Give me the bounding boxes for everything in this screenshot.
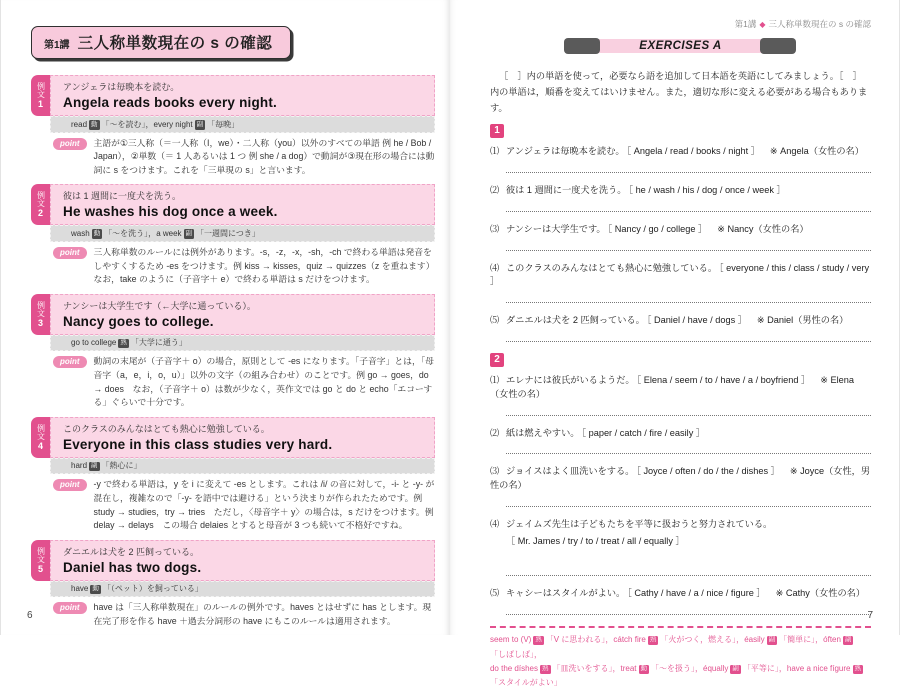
vocab-word: a week	[156, 228, 182, 238]
example-sentence-box	[50, 294, 435, 335]
vocab-word: óften	[823, 635, 841, 645]
vocab-strip	[50, 116, 435, 133]
vocab-def: 「V に思われる」，	[545, 635, 614, 645]
item-word-bank: ［ Cathy / have / a / nice / figure ］	[627, 588, 766, 599]
point-badge: point	[53, 602, 87, 614]
exercise-item	[490, 262, 871, 304]
item-word-bank: ［ Joyce / often / do / the / dishes ］	[636, 466, 780, 477]
point-text: 主語が①三人称（＝一人称（I，we）・二人称（you）以外のすべての単語 例 he / Bob / Japan），②単数（＝ 1 人あるいは 1 つ 例 she / a dog）で動詞が③現在形の場合には動詞に s をつけます。これを「三単現の s」と言います。	[93, 137, 435, 175]
item-note: ※ Joyce（女性，男性の名）	[489, 466, 871, 491]
example-english: Everyone in this class studies very hard.	[63, 436, 333, 452]
vocab-word: équally	[703, 664, 729, 674]
page-title-text: 三人称単数現在の s の確認	[77, 35, 273, 52]
example-tab	[31, 294, 50, 335]
right-page	[450, 0, 899, 688]
pos-tag: 副	[185, 229, 193, 237]
pos-tag: 副	[732, 665, 739, 673]
item-number: ⑶	[489, 466, 500, 477]
point-badge: point	[53, 479, 87, 491]
vocab-def: 「一週間につき」	[196, 228, 260, 238]
exercise-item	[490, 145, 871, 173]
point-text: 三人称単数のルールには例外があります。-s，-z，-x，-sh，-ch で終わる単語は発音をしやすくするため -es をつけます。例 kiss → kisses，quiz → quizzes（z を重ねます） なお，take のように（子音字＋ e）で終わる単語は s だけをつけます。	[93, 246, 439, 285]
item-japanese: 紙は燃えやすい。	[505, 427, 580, 438]
point-row	[53, 246, 439, 287]
vocab-word: read	[71, 119, 88, 129]
item-japanese: ジェイムズ先生は子どもたちを平等に扱おうと努力されている。	[505, 519, 773, 530]
example-tab-number: 3	[37, 317, 43, 328]
item-japanese: ジョイスはよく皿洗いをする。	[505, 466, 635, 477]
example-english: Nancy goes to college.	[63, 313, 214, 329]
item-number: ⑶	[489, 223, 500, 234]
vocab-footer	[490, 626, 871, 691]
item-note: ※ Daniel（男性の名）	[756, 315, 849, 326]
running-head-chapter: 第1講	[734, 19, 757, 29]
page-title	[31, 26, 291, 59]
pos-tag: 副	[844, 636, 852, 644]
diamond-icon: ◆	[759, 20, 766, 29]
item-number: ⑵	[489, 427, 500, 438]
page-number-right: 7	[867, 610, 873, 621]
exercise-item	[490, 587, 871, 615]
item-number: ⑵	[489, 185, 500, 196]
exercise-item	[490, 427, 871, 455]
item-japanese: キャシーはスタイルがよい。	[505, 588, 626, 599]
vocab-strip	[50, 225, 435, 242]
item-word-bank: ［ Nancy / go / college ］	[607, 223, 708, 234]
example-english: He washes his dog once a week.	[63, 204, 278, 220]
item-japanese: このクラスのみんなはとても熱心に勉強している。	[505, 262, 718, 273]
example-tab-number: 5	[37, 563, 43, 574]
vocab-def: 「〜を読む」，	[101, 119, 154, 129]
item-japanese: ナンシーは大学生です。	[505, 223, 606, 234]
vocab-def: 「毎晩」	[207, 119, 240, 129]
pos-tag: 動	[93, 229, 101, 237]
item-note: ※ Angela（女性の名）	[769, 146, 864, 157]
item-word-bank: ［ Daniel / have / dogs ］	[646, 315, 747, 326]
vocab-footer-line-2	[490, 662, 871, 691]
pos-tag: 副	[768, 636, 776, 644]
left-page	[1, 0, 450, 635]
vocab-def: 「（ペット）を飼っている」	[102, 584, 203, 594]
example-tab-number: 4	[37, 440, 43, 451]
vocab-def: 「しばしば」，	[489, 649, 542, 659]
item-japanese: エレナには彼氏がいるようだ。	[505, 375, 635, 386]
point-badge: point	[53, 247, 87, 259]
item-word-bank: ［ everyone / this / class / study / very ］	[489, 262, 870, 287]
example-tab-label: 例文	[36, 423, 46, 440]
answer-line	[506, 415, 871, 416]
example-tab	[31, 75, 50, 116]
example-tab	[31, 540, 50, 581]
answer-line	[506, 211, 871, 212]
answer-line	[506, 341, 871, 342]
answer-line	[506, 506, 871, 507]
point-row	[53, 137, 435, 178]
answer-line	[506, 172, 871, 173]
vocab-strip	[50, 458, 435, 475]
vocab-word: wash	[71, 228, 90, 238]
answer-line	[506, 614, 871, 615]
point-row	[53, 478, 435, 533]
item-word-bank: ［ paper / catch / fire / easily ］	[581, 427, 706, 438]
item-number: ⑸	[489, 315, 500, 326]
item-number: ⑴	[489, 375, 500, 386]
exercise-item	[490, 184, 871, 212]
example-japanese: ナンシーは大学生です（←大学に通っている）。	[63, 300, 256, 311]
example-tab-number: 2	[37, 208, 43, 219]
example-japanese: 彼は 1 週間に一度犬を洗う。	[63, 191, 182, 202]
item-japanese: 彼は 1 週間に一度犬を洗う。	[505, 185, 627, 196]
item-japanese: ダニエルは犬を 2 匹飼っている。	[505, 315, 645, 326]
vocab-word: every night	[153, 119, 193, 129]
vocab-def: 「熱心に」	[101, 461, 142, 471]
running-head	[490, 18, 871, 30]
example-sentence-box	[50, 540, 435, 581]
example-block-5	[31, 540, 435, 629]
point-badge: point	[53, 138, 87, 150]
chapter-label: 第1講	[44, 40, 70, 51]
pos-tag: 副	[196, 120, 204, 128]
example-sentence-box	[50, 417, 435, 458]
vocab-word: cátch fire	[613, 635, 646, 645]
item-number: ⑷	[489, 262, 500, 273]
vocab-word: have	[71, 584, 89, 594]
page-number-left: 6	[27, 610, 33, 621]
example-tab-label: 例文	[36, 300, 46, 317]
pos-tag: 熟	[649, 636, 657, 644]
pos-tag: 副	[91, 462, 98, 470]
vocab-def: 「大学に通う」	[130, 338, 187, 348]
item-number: ⑸	[489, 588, 500, 599]
pos-tag: 動	[92, 585, 99, 593]
exercise-item	[490, 374, 871, 416]
pos-tag: 動	[91, 120, 98, 128]
vocab-word: éasily	[744, 635, 765, 645]
item-number: ⑷	[489, 519, 500, 530]
vocab-strip	[50, 581, 435, 598]
point-badge: point	[53, 356, 87, 368]
example-block-4	[31, 417, 435, 533]
answer-line	[506, 250, 871, 251]
item-word-bank: ［ he / wash / his / dog / once / week ］	[628, 185, 786, 196]
example-tab-label: 例文	[36, 191, 46, 208]
example-block-2	[31, 184, 439, 286]
example-japanese: ダニエルは犬を 2 匹飼っている。	[63, 546, 200, 557]
item-word-bank: ［ Elena / seem / to / have / a / boyfriend ］	[636, 375, 811, 386]
vocab-word: seem to (V)	[489, 635, 532, 645]
example-sentence-box	[50, 75, 435, 116]
point-row	[53, 355, 435, 410]
section-badge-2: 2	[490, 353, 504, 367]
vocab-strip	[50, 335, 435, 352]
running-head-title: 三人称単数現在の s の確認	[768, 19, 871, 29]
answer-line	[506, 453, 871, 454]
section-badge-1: 1	[490, 124, 504, 138]
pos-tag: 動	[640, 665, 648, 673]
item-number: ⑴	[489, 146, 500, 157]
vocab-def: 「皿洗いをする」，	[552, 664, 621, 674]
exercises-banner	[564, 38, 796, 54]
example-english: Daniel has two dogs.	[63, 559, 202, 575]
example-tab	[31, 184, 50, 225]
answer-line	[506, 302, 871, 303]
vocab-word: treat	[620, 664, 637, 674]
vocab-def: 「〜を扱う」，	[651, 664, 704, 674]
exercises-banner-label: EXERCISES A	[639, 40, 722, 52]
vocab-word: have a nice fígure	[786, 664, 851, 674]
point-text: have は「三人称単数現在」のルールの例外です。haves とはせずに has とします。現在完了形を作る have ＋過去分詞形の have にもこのルールは適用されます。	[93, 602, 432, 626]
example-tab-number: 1	[37, 99, 43, 109]
pos-tag: 熟	[542, 665, 549, 673]
example-tab	[31, 417, 50, 458]
exercise-instructions: ［ ］内の単語を使って，必要なら語を追加して日本語を英語にしてみましょう。［ ］内の単語は，順番を変えてはいけません。また，適切な形に変える必要がある場合もあります。	[489, 71, 868, 114]
pos-tag: 熟	[535, 636, 542, 644]
vocab-def: 「スタイルがよい」	[489, 678, 562, 688]
example-english: Angela reads books every night.	[63, 95, 278, 110]
item-note: ※ Nancy（女性の名）	[717, 223, 809, 234]
example-tab-label: 例文	[36, 546, 46, 563]
exercise-item	[490, 465, 871, 507]
vocab-def: 「〜を洗う」，	[104, 228, 157, 238]
vocab-word: go to college	[71, 338, 117, 348]
vocab-word: hard	[71, 461, 88, 471]
item-word-bank: ［ Mr. James / try / to / treat / all / equally ］	[505, 535, 685, 546]
point-text: -y で終わる単語は，y を i に変えて -es とします。これは /i/ の音に対して，-i- と -y- が混在し，複雑なので「-y- を語中では避ける」という決まりが作られたためです。例 study → studies，try → tries ただし，〈母音字＋ y〉の場合は，s だけをつけます。例 delay → delays この場合 delaies とすると母音が 3 つも続いて不格好ですね。	[93, 479, 435, 531]
pos-tag: 熟	[120, 339, 127, 347]
exercise-item	[490, 314, 871, 342]
vocab-footer-line-1	[490, 633, 871, 662]
pos-tag: 熟	[854, 665, 861, 673]
answer-line	[506, 575, 871, 576]
item-japanese: アンジェラは毎晩本を読む。	[505, 146, 625, 157]
vocab-def: 「火がつく，燃える」，	[660, 635, 745, 645]
example-block-1	[31, 75, 435, 177]
item-note: ※ Cathy（女性の名）	[775, 588, 866, 599]
example-sentence-box	[50, 184, 435, 225]
point-row	[53, 601, 435, 628]
example-tab-label: 例文	[36, 82, 46, 98]
exercise-item	[490, 518, 871, 576]
example-japanese: このクラスのみんなはとても熱心に勉強している。	[63, 423, 270, 434]
point-text: 動詞の末尾が（子音字＋ o）の場合，原則として -es になります。「子音字」とは，「母音字（a，e，i，o，u）」以外の文字（の組み合わせ）のことです。例 go → goes，do → does なお，（子音字＋ o）は数が少なく，英作文では go と do と echo「エコーする」ぐらいで十分です。	[93, 356, 434, 408]
vocab-def: 「簡単に」，	[779, 635, 824, 645]
example-japanese: アンジェラは毎晩本を読む。	[63, 82, 180, 92]
item-note: ※ Elena（女性の名）	[489, 375, 854, 399]
vocab-word: do the díshes	[489, 664, 539, 674]
item-word-bank: ［ Angela / read / books / night ］	[626, 146, 760, 157]
exercise-item	[490, 223, 871, 251]
example-block-3	[31, 294, 435, 410]
vocab-def: 「平等に」，	[742, 664, 787, 674]
